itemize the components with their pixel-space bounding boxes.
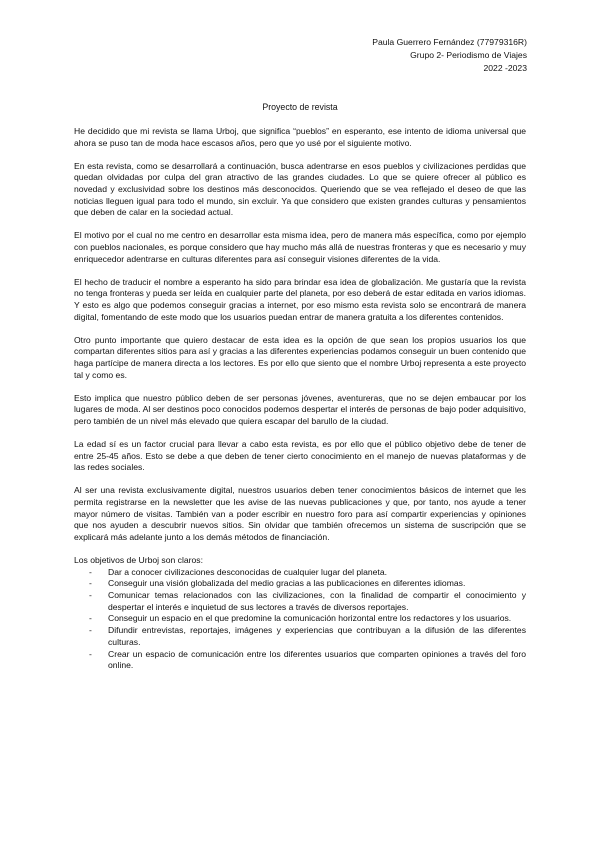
list-item: - Crear un espacio de comunicación entre los diferentes usuarios que comparten opiniones a través del foro online. [74, 649, 526, 672]
group-line: Grupo 2- Periodismo de Viajes [410, 50, 527, 60]
objectives-list [74, 567, 526, 672]
paragraph: Esto implica que nuestro público deben de ser personas jóvenes, aventureras, que no se dejen embaucar por los lugares de moda. Al ser destinos poco conocidos podemos despertar el interés de personas de bajo poder adquisitivo, pero también de un nivel más elevado que quiera escapar del barullo de la ciudad. [74, 392, 526, 426]
document-body [74, 126, 526, 672]
list-item: - Comunicar temas relacionados con las civilizaciones, con la finalidad de compartir el conocimiento y despertar el interés e inquietud de sus lectores a través de diversos reportajes. [74, 590, 526, 613]
paragraph: En esta revista, como se desarrollará a continuación, busca adentrarse en esos pueblos y civilizaciones perdidas que quedan olvidadas por culpa del gran atractivo de las grandes ciudades. Lo que se quiere ofrecer al público es novedad y exclusividad sobre los destinos más desconocidos. Queriendo que se vea reflejado el deseo de que las noticias lleguen igual para todo el mundo, sin excluir. Ya que considero que existen grandes culturas y pensamientos que deben de calar en la sociedad actual. [74, 160, 526, 218]
list-item: - Dar a conocer civilizaciones desconocidas de cualquier lugar del planeta. [74, 567, 526, 579]
list-item: - Difundir entrevistas, reportajes, imágenes y experiencias que contribuyan a la difusión de las diferentes culturas. [74, 625, 526, 648]
list-item: - Conseguir un espacio en el que predomine la comunicación horizontal entre los redactores y los usuarios. [74, 613, 526, 625]
document-header [372, 36, 527, 75]
paragraph: El hecho de traducir el nombre a esperanto ha sido para brindar esa idea de globalización. Me gustaría que la revista no tenga fronteras y pueda ser leída en cualquier parte del planeta, por eso deberá de estar editada en varios idiomas. Y esto es algo que podemos conseguir gracias a internet, por eso mismo esta revista solo se encontrará de manera digital, fomentando de este modo que los usuarios puedan entrar de manera gratuita a los diferentes contenidos. [74, 276, 526, 322]
objectives-intro: Los objetivos de Urboj son claros: [74, 554, 203, 565]
list-item: - Conseguir una visión globalizada del medio gracias a las publicaciones en diferentes idiomas. [74, 578, 526, 590]
paragraph: El motivo por el cual no me centro en desarrollar esta misma idea, pero de manera más específica, como por ejemplo con pueblos nacionales, es porque considero que hay mucho más allá de nuestras fronteras y que es necesario y muy enriquecedor adentrarse en culturas diferentes para así conseguir visiones diferentes de la vida. [74, 230, 526, 264]
paragraph: Otro punto importante que quiero destacar de esta idea es la opción de que sean los propios usuarios los que compartan diferentes sitios para así y gracias a las diferentes experiencias podamos conseguir un buen contenido que haga partícipe de manera directa a los lectores. Es por ello que siento que el nombre Urboj representa a este proyecto tal y como es. [74, 334, 526, 380]
paragraph: Al ser una revista exclusivamente digital, nuestros usuarios deben tener conocimientos básicos de internet que les permita registrarse en la newsletter que les avise de las nuevas publicaciones y que, por tanto, nos ayude a tener mayor número de visitas. También van a poder escribir en nuestro foro para así compartir experiencias y opiniones que nos ayuden a descubrir nuevos sitios. Sin olvidar que también ofrecemos un sistema de suscripción que se explicará más adelante junto a los demás métodos de financiación. [74, 485, 526, 542]
paragraph: He decidido que mi revista se llama Urboj, que significa “pueblos” en esperanto, ese intento de idioma universal que ahora se puso tan de moda hace escasos años, pero que yo usé por el siguiente motivo. [74, 126, 526, 148]
author-line: Paula Guerrero Fernández (77979316R) [372, 37, 527, 47]
document-title: Proyecto de revista [262, 102, 338, 112]
year-line: 2022 -2023 [483, 63, 527, 73]
paragraph: La edad sí es un factor crucial para llevar a cabo esta revista, es por ello que el público objetivo debe de tener de entre 25-45 años. Esto se debe a que deben de tener cierto conocimiento en el manejo de nuevas plataformas y de las redes sociales. [74, 438, 526, 473]
